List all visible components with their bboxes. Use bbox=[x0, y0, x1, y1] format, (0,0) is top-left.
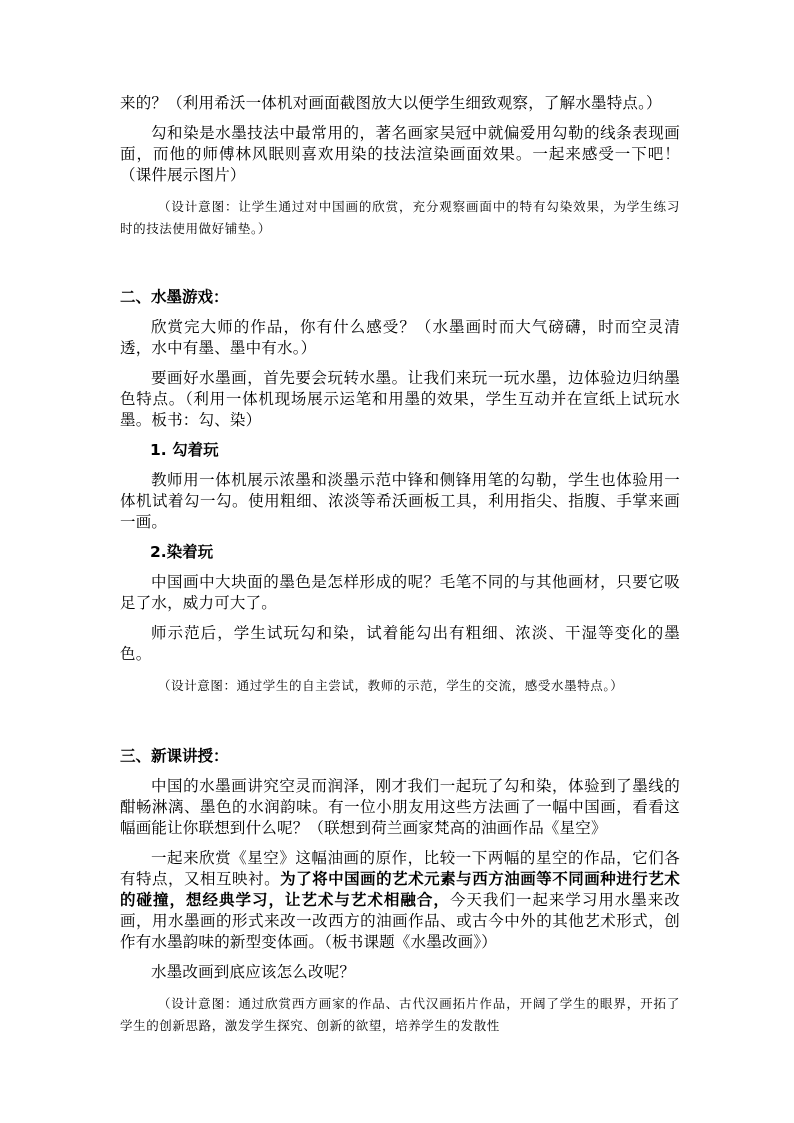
paragraph-student-try: 师示范后，学生试玩勾和染，试着能勾出有粗细、浓淡、干湿等变化的墨色。 bbox=[120, 624, 680, 663]
design-intent-1: （设计意图：让学生通过对中国画的欣赏，充分观察画面中的特有勾染效果，为学生练习时的技法使用做好铺垫。） bbox=[120, 199, 680, 236]
subheading-ran: 2.染着玩 bbox=[150, 543, 214, 561]
paragraph-starry-night bbox=[120, 848, 680, 953]
section-heading-ink-game: 二、水墨游戏： bbox=[120, 288, 229, 306]
paragraph-ink-painting: 中国的水墨画讲究空灵而润泽，刚才我们一起玩了勾和染，体验到了墨线的酣畅淋漓、墨色的水润韵味。有一位小朋友用这些方法画了一幅中国画，看看这幅画能让你联想到什么呢？（联想到荷兰画家梵高的油画作品《星空》 bbox=[120, 777, 680, 837]
paragraph-gou-ran: 勾和染是水墨技法中最常用的，著名画家吴冠中就偏爱用勾勒的线条表现画面，而他的师傅林风眠则喜欢用染的技法渲染画面效果。一起来感受一下吧！（课件展示图片） bbox=[120, 124, 680, 184]
subheading-gou: 1. 勾着玩 bbox=[150, 441, 219, 459]
section-heading-new-lesson: 三、新课讲授： bbox=[120, 747, 229, 765]
paragraph-intro-end: 来的？（利用希沃一体机对画面截图放大以便学生细致观察，了解水墨特点。） bbox=[120, 94, 662, 112]
paragraph-ran-question: 中国画中大块面的墨色是怎样形成的呢？毛笔不同的与其他画材，只要它吸足了水，威力可大了。 bbox=[120, 573, 680, 612]
design-intent-2: （设计意图：通过学生的自主尝试，教师的示范，学生的交流，感受水墨特点。） bbox=[158, 678, 624, 693]
paragraph-gou-demo: 教师用一体机展示浓墨和淡墨示范中锋和侧锋用笔的勾勒，学生也体验用一体机试着勾一勾。使用粗细、浓淡等希沃画板工具，利用指尖、指腹、手掌来画一画。 bbox=[120, 471, 680, 531]
starry-night-text-end: 今天我们一起来学习用水墨来改画，用水墨画的形式来改一改西方的油画作品、或古今中外的其他艺术形式，创作有水墨韵味的新型变体画。（板书课题《水墨改画》） bbox=[120, 891, 680, 951]
paragraph-how-to-modify: 水墨改画到底应该怎么改呢？ bbox=[151, 963, 356, 981]
starry-night-bold-text: 为了将中国画的艺术元素与西方油画等不同画种进行艺术的碰撞，想经典学习，让艺术与艺术相融合， bbox=[120, 870, 680, 909]
paragraph-play-ink: 要画好水墨画，首先要会玩转水墨。让我们来玩一玩水墨，边体验边归纳墨色特点。（利用一体机现场展示运笔和用墨的效果，学生互动并在宣纸上试玩水墨。板书：勾、染） bbox=[120, 369, 680, 429]
starry-night-text: 一起来欣赏《星空》这幅油画的原作，比较一下两幅的星空的作品，它们各有特点，又相互映衬。 bbox=[120, 849, 680, 888]
paragraph-appreciation: 欣赏完大师的作品，你有什么感受？（水墨画时而大气磅礴，时而空灵清透，水中有墨、墨中有水。） bbox=[120, 318, 680, 357]
design-intent-3: （设计意图：通过欣赏西方画家的作品、古代汉画拓片作品，开阔了学生的眼界，开拓了学生的创新思路，激发学生探究、创新的欲望，培养学生的发散性 bbox=[120, 996, 680, 1033]
document-body bbox=[120, 93, 680, 1037]
